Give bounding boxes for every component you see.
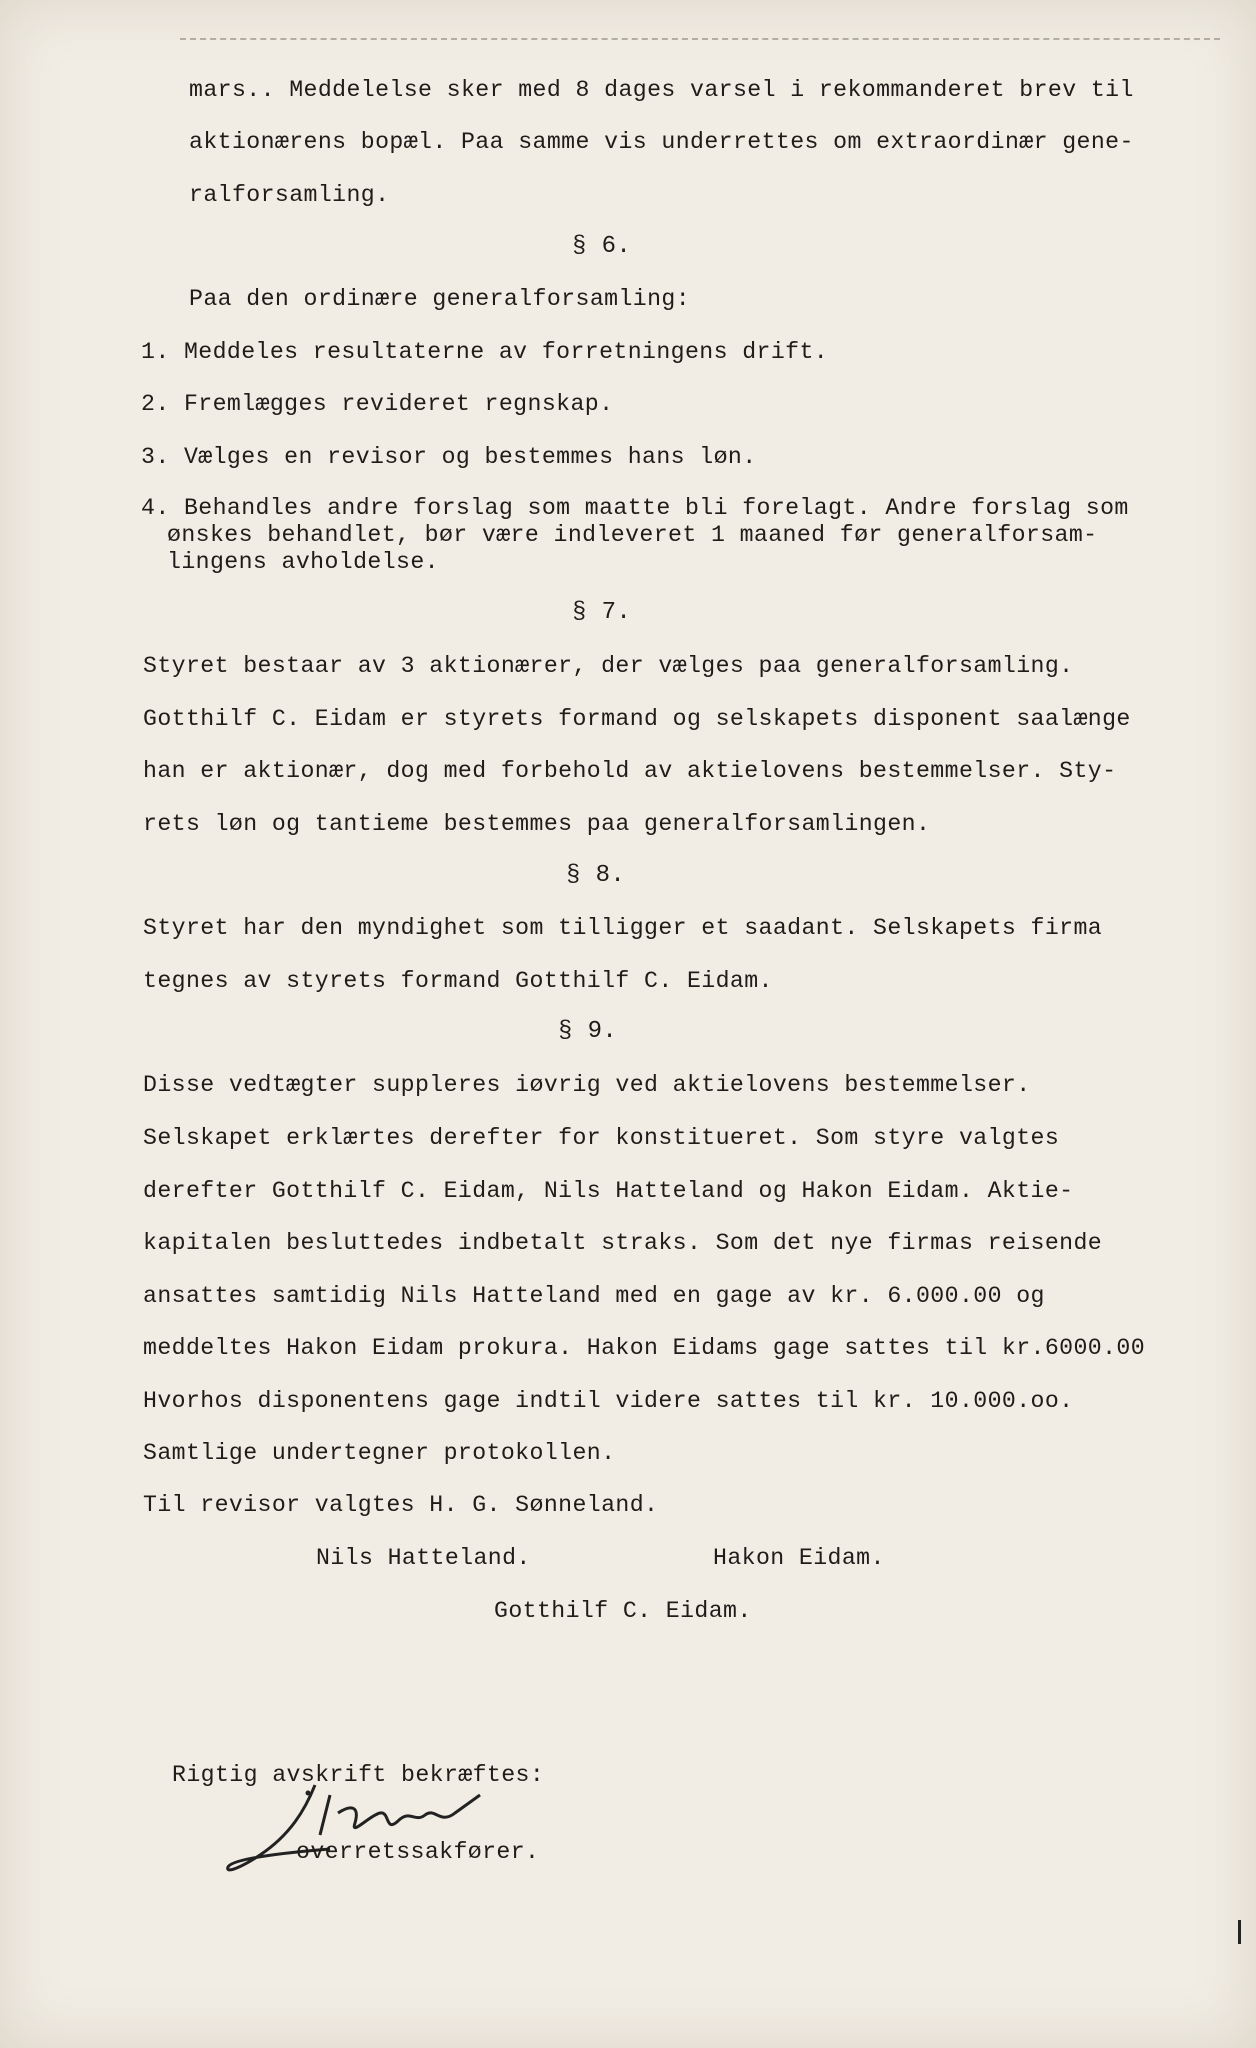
text-line-2: aktionærens bopæl. Paa samme vis underrettes om extraordinær gene- (189, 129, 1134, 155)
text-line-5: Paa den ordinære generalforsamling: (189, 286, 691, 312)
list-item-4-cont-1: ønskes behandlet, bør være indleveret 1 maaned før generalforsam- (167, 522, 1098, 548)
list-item-4: 4. Behandles andre forslag som maatte bli forelagt. Andre forslag som (141, 495, 1129, 521)
text-line-3: ralforsamling. (189, 182, 390, 208)
text-line-13: Styret bestaar av 3 aktionærer, der vælges paa generalforsamling. (143, 653, 1074, 679)
text-line-15: han er aktionær, dog med forbehold av aktielovens bestemmelser. Sty- (143, 758, 1117, 784)
list-item-3: 3. Vælges en revisor og bestemmes hans løn. (141, 444, 757, 470)
certification-line: Rigtig avskrift bekræftes: (172, 1762, 545, 1788)
list-item-1: 1. Meddeles resultaterne av forretningens drift. (141, 339, 829, 365)
text-line-1: mars.. Meddelelse sker med 8 dages varsel i rekommanderet brev til (189, 77, 1134, 103)
edge-mark (1238, 1920, 1241, 1944)
section-9-heading: § 9. (558, 1018, 618, 1045)
section-8-heading: § 8. (566, 862, 626, 889)
text-line-22: Selskapet erklærtes derefter for konstitueret. Som styre valgtes (143, 1125, 1060, 1151)
top-bleed-through (180, 38, 1220, 48)
text-line-25: ansattes samtidig Nils Hatteland med en gage av kr. 6.000.00 og (143, 1283, 1045, 1309)
text-line-19: tegnes av styrets formand Gotthilf C. Eidam. (143, 968, 773, 994)
text-line-27: Hvorhos disponentens gage indtil videre sattes til kr. 10.000.oo. (143, 1388, 1074, 1414)
text-line-24: kapitalen besluttedes indbetalt straks. Som det nye firmas reisende (143, 1230, 1103, 1256)
section-6-heading: § 6. (572, 233, 632, 260)
signatory-nils-hatteland: Nils Hatteland. (316, 1545, 531, 1571)
text-line-16: rets løn og tantieme bestemmes paa generalforsamlingen. (143, 811, 931, 837)
text-line-14: Gotthilf C. Eidam er styrets formand og selskapets disponent saalænge (143, 706, 1131, 732)
title-overretssakforer: overretssakfører. (296, 1839, 540, 1865)
signatory-gotthilf-eidam: Gotthilf C. Eidam. (494, 1598, 752, 1624)
signatory-hakon-eidam: Hakon Eidam. (713, 1545, 885, 1571)
handwritten-signature (220, 1775, 580, 1885)
list-item-4-cont-2: lingens avholdelse. (167, 549, 439, 575)
text-line-18: Styret har den myndighet som tilligger et saadant. Selskapets firma (143, 915, 1103, 941)
section-7-heading: § 7. (572, 599, 632, 626)
text-line-28: Samtlige undertegner protokollen. (143, 1440, 616, 1466)
text-line-29: Til revisor valgtes H. G. Sønneland. (143, 1492, 659, 1518)
text-line-23: derefter Gotthilf C. Eidam, Nils Hatteland og Hakon Eidam. Aktie- (143, 1178, 1074, 1204)
text-line-26: meddeltes Hakon Eidam prokura. Hakon Eidams gage sattes til kr.6000.00 (143, 1335, 1146, 1361)
text-line-21: Disse vedtægter suppleres iøvrig ved aktielovens bestemmelser. (143, 1072, 1031, 1098)
list-item-2: 2. Fremlægges revideret regnskap. (141, 391, 614, 417)
